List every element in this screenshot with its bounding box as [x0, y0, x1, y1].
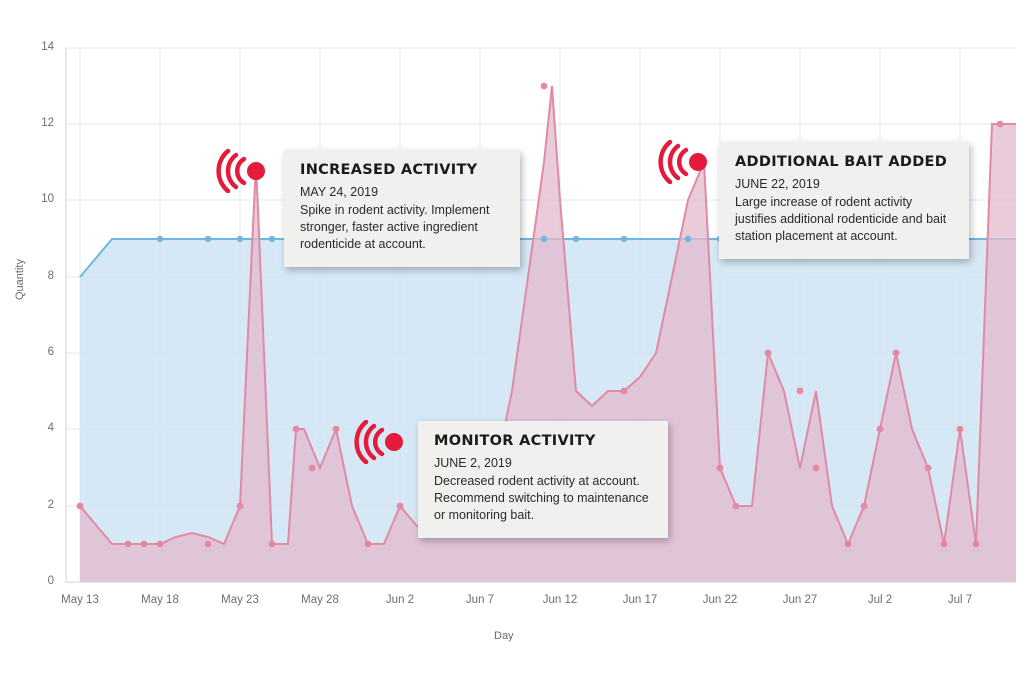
callout-body: Spike in rodent activity. Implement stronger, faster active ingredient rodenticide at account.	[300, 203, 490, 251]
x-tick-may-13: May 13	[61, 594, 99, 606]
x-tick-may-23: May 23	[221, 594, 259, 606]
y-axis-title: Quantity	[14, 259, 26, 300]
callout-body: Large increase of rodent activity justifies additional rodenticide and bait station placement at account.	[735, 195, 947, 243]
y-tick-4: 4	[47, 422, 54, 434]
x-tick-may-18: May 18	[141, 594, 179, 606]
callout-date: MAY 24, 2019	[300, 185, 379, 199]
y-tick-14: 14	[41, 41, 54, 53]
x-tick-jun-12: Jun 12	[542, 594, 578, 606]
callout-title: MONITOR ACTIVITY	[434, 433, 596, 449]
x-tick-jul-2: Jul 2	[867, 594, 893, 606]
callout-body: Decreased rodent activity at account. Recommend switching to maintenance or monitoring bait.	[434, 474, 649, 522]
y-tick-2: 2	[47, 499, 54, 511]
signal-wave-icon[interactable]	[656, 140, 712, 184]
y-tick-10: 10	[41, 193, 54, 205]
y-tick-12: 12	[41, 117, 54, 129]
signal-wave-icon[interactable]	[214, 149, 270, 193]
x-tick-jun-7: Jun 7	[465, 594, 495, 606]
callout-date: JUNE 2, 2019	[434, 456, 512, 470]
callout-title: INCREASED ACTIVITY	[300, 162, 478, 178]
y-tick-6: 6	[47, 346, 54, 358]
callout-monitor-activity[interactable]	[418, 421, 668, 538]
x-tick-jun-27: Jun 27	[782, 594, 818, 606]
signal-wave-icon[interactable]	[352, 420, 408, 464]
x-tick-jun-2: Jun 2	[385, 594, 415, 606]
x-axis-title: Day	[494, 630, 514, 642]
callout-title: ADDITIONAL BAIT ADDED	[735, 154, 948, 170]
callout-date: JUNE 22, 2019	[735, 177, 820, 191]
x-tick-may-28: May 28	[301, 594, 339, 606]
x-tick-jun-22: Jun 22	[702, 594, 738, 606]
x-tick-jul-7: Jul 7	[947, 594, 973, 606]
callout-increased-activity[interactable]	[284, 150, 520, 267]
y-tick-0: 0	[47, 575, 54, 587]
x-tick-jun-17: Jun 17	[622, 594, 658, 606]
callout-additional-bait-added[interactable]	[719, 142, 969, 259]
y-tick-8: 8	[47, 270, 54, 282]
